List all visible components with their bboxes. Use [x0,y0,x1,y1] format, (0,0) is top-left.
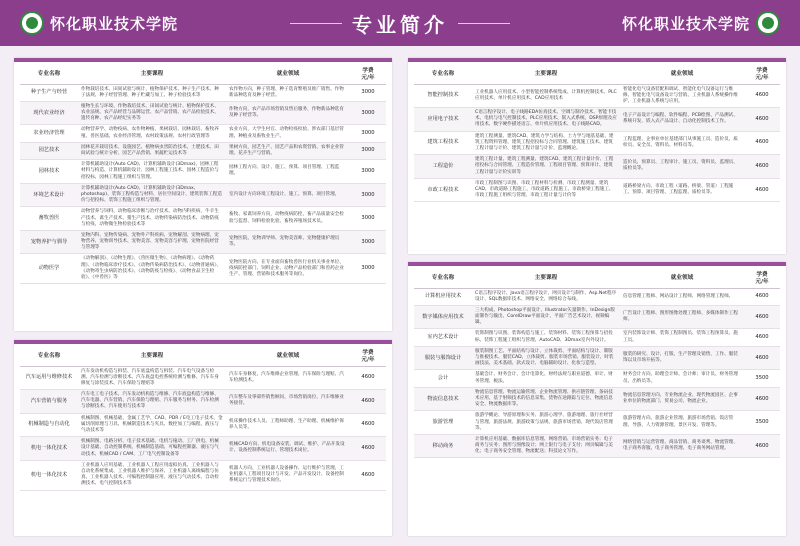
major-name: 汽车营销与服务 [20,390,78,414]
major-name: 园林技术 [20,160,78,184]
main-courses: 物流信息管理、物流运输管理、企业物流管理、供应链管理、条码技术应用、基于射频技术的信息采集、货物在途跟踪与定位、物流信息安全、物流数据库等。 [472,387,620,411]
employment-fields: 网络营销与运营管理、商品营销、商务谈判、物流管理、电子商务客服、电子商务管理、电子商务网站管理。 [620,434,744,458]
main-courses: C语言程序设计、电子线路EDA仿真技术、空调与制冷技术、智能卡技术、电机与电气控制技术、PLC应用技术、嵌入式系统、DSP原理及应用技术、数字硬件描述语言、单片机应用技术、电子线路CAD。 [472,108,620,132]
header-main-courses: 主要课程 [78,348,226,366]
main-courses: 建筑工程计量、建筑工程测量、建筑CAD、建筑工程计量计价、工程招投标与合同管理、工程造价管理、工程项目管理、预算审计、建筑工程计量与计价实训等 [472,155,620,179]
employment-fields: 机床操作技术人员、工程师助理、生产助理、机械维护保养人员等。 [226,413,350,437]
school-logo-icon [20,11,44,35]
table-row [414,288,780,305]
major-name: 应用电子技术 [414,108,472,132]
table-row [414,370,780,387]
brand-right [622,11,780,35]
tuition-fee: 3000 [350,160,386,184]
table-row [20,254,386,284]
major-name: 计算机应用技术 [414,288,472,305]
table-row [20,460,386,490]
major-name: 工程造价 [414,155,472,179]
table-row [20,437,386,461]
tuition-fee: 3500 [744,370,780,387]
header-employment: 就业领域 [226,348,350,366]
tuition-fee: 4600 [744,305,780,329]
table-row [20,101,386,125]
main-courses: 机械制图、电路分析、电子技术基础、电机与拖动、工厂供电、机械设计基础、自动控制系统、机械制造基础、可编程控制器、液压与气动技术、机械CAD / CAM、工厂电气控制设备等 [78,437,226,461]
tuition-fee: 4600 [350,437,386,461]
majors-table-engineering [414,66,780,202]
employment-fields: 工程监理、企事业单位基建部门从事施工员、造价员、质检员、安全员、资料员、材料员等。 [620,131,744,155]
main-courses: 园林花卉栽培技术、设施园艺、植物病虫害防治技术、土肥技术、田间试验与统计分析、园艺产品营销、果蔬贮运技术等 [78,142,226,159]
table-row [20,390,386,414]
major-name: 现代农业经济 [20,101,78,125]
header-main-courses: 主要课程 [472,270,620,288]
panel-engineering [408,58,786,254]
tuition-fee: 3000 [350,207,386,231]
table-row [20,142,386,159]
employment-fields: 电子产品设计与编程、软件编程、PCB绘图、产品测试、系统开发、嵌入式产品设计、自动化控制技术工作。 [620,108,744,132]
table-row [20,366,386,390]
tuition-fee: 4600 [744,84,780,108]
main-courses: 《动物解剖》、《动物生理》、《兽医微生物》、《动物病理》、《动物药理》、《动物临床诊疗技术》、《动物传染病防治技术》、《动物普通病》、《动物寄生虫病防治技术》、《动物防疫与检疫》、《动物食品卫生检验》、《中兽医》等 [78,254,226,284]
table-row [20,413,386,437]
employment-fields: 作物方向，农产品市场营销及售后服务，作物新品种选育及种子经营等。 [226,101,350,125]
employment-fields: 宠物医院、宠物训导师、宠物美容师、宠物健康护理员等。 [226,230,350,254]
page-title [290,9,510,38]
main-courses: 基础会计、财务会计、会计电算化、财经法规与职业道德、审计、财务管理、税法。 [472,370,620,387]
employment-fields: 宠物医院方向、在专业面向畜牧兽医行业机关事业单位、疫病防控部门、饲料企业、动物产品检验部门和兽药企业生产、管理、营销和技术服务等岗位。 [226,254,350,284]
tuition-fee: 4600 [744,329,780,346]
employment-fields: 果树方向，园艺生产、园艺产品和农资营销、农事企业管理、花卉生产与营销。 [226,142,350,159]
major-name: 服装与服饰设计 [414,346,472,370]
main-courses: 旅游学概论、导游原理和实务、旅游心理学、旅游地理、旅行社经营与管理、旅游法规、旅游政策与法规、旅游市场营销、现代饭店管理等。 [472,411,620,435]
main-courses: 工业机器人应用基础、工业机器人工程应用虚拟仿真、工业机器人与自动化系统集成、工业机器人维护与保养、工业机器人离线编程与仿真、工业机器人技术、可编程控制器应用、液压与气动技术、自动检测技术、电气控制技术等 [78,460,226,490]
employment-fields: 机械CAD方向、机电设备安装、调试、维护、产品开发设计、设备控制系统运行、管理技术岗位。 [226,437,350,461]
tuition-fee: 3000 [350,183,386,207]
main-courses: 植物生长与环境、作物栽培技术、田间试验与统计、植物保护技术、农业法规、农产品经营与品牌运营、农产品营销、农产品检验技术、遗传育种、农产品经纪实务等 [78,101,226,125]
tuition-fee: 4600 [350,366,386,390]
employment-fields: 服装的研究、设计、打版、生产管理及销售、工作、服装饰以及市场开拓等。 [620,346,744,370]
main-courses: 市政工程制图与识图、市政工程材料与检测、市政工程测量、建筑CAD、市政道路工程施工、市政道路工程施工、市政桥梁工程施工、市政工程施工组织与管理、市政工程计量与计价等 [472,178,620,202]
major-name: 智能控制技术 [414,84,472,108]
main-courses: 服装制图工艺、平面结构与设计、立体裁剪、平面结构与设计、制版与推板技术、服装CAD、立体裁剪、服装市场营销、服装设计、时装画技法、美术基础、款式设计、电脑辅助设计、化妆与造型。 [472,346,620,370]
employment-fields: 汽车车身修复、汽车维修企业管理、汽车保险与理赔、汽车检测技术。 [226,366,350,390]
tuition-fee: 3000 [350,254,386,284]
employment-fields: 信息管理工程师、网站设计工程师、网络管理工程师。 [620,288,744,305]
panel-agriculture [14,58,392,331]
main-courses: 动物营养与饲料、动物临床诊断与治疗技术、动物内科疾病、牛羊生产技术、禽生产技术、猪生产技术、动物传染病防治技术、动物防疫与检疫、动物微生物检验技术等 [78,207,226,231]
header-major-name: 专业名称 [20,66,78,84]
main-courses: 三大构成、Photoshop平面设计、Illustrator矢量制作、InDesign版面制作与输出、CorelDraw平面设计、平面广告艺术设计、视频编辑。 [472,305,620,329]
header-banner [0,0,800,46]
tuition-fee: 4600 [350,413,386,437]
employment-fields: 道路桥梁方向、市政工程（道路、桥梁、管道）工程施工、预算、项目管理、工程监理、质检员等。 [620,178,744,202]
major-name: 环境艺术设计 [20,183,78,207]
table-row [414,434,780,458]
tuition-fee: 4600 [744,178,780,202]
school-name-left: 怀化职业技术学院 [50,14,179,33]
major-name: 建筑工程技术 [414,131,472,155]
main-courses: 计算机应用基础、数据库信息管理、网络营销、市场营销实务；电子商务与实务；图形与图像设计；网上银行与电子支付；网页编辑与美化；电子商务安全管理、物流配送；科技论文写作。 [472,434,620,458]
major-name: 旅游管理 [414,411,472,435]
main-courses: 作物栽培技术、田间试验与统计、植物保护技术、种子生产技术、种子法规、种子经营管理、种子贮藏与加工、种子检验技术等 [78,84,226,101]
header-employment: 就业领域 [620,66,744,84]
employment-fields: 室内设计方向环境工程设计、施工、预算、项目管理。 [226,183,350,207]
header-major-name: 专业名称 [414,66,472,84]
employment-fields: 汽车整车及零部件销售顾问、市场营销岗位、汽车维修业务接待。 [226,390,350,414]
table-row [414,155,780,179]
employment-fields: 机器人方向、工业机器人设备操作、运行维护与管理、工业机器人工程项目设计与开发、产品开发设计、设备控制系统运行与管理技术岗位。 [226,460,350,490]
header-main-courses: 主要课程 [78,66,226,84]
header-tuition: 学费 元/年 [350,66,386,84]
employment-fields: 旅游管理方向、旅游企业管理、旅游市场营销、饭店管理、导游、人力资源管理、景区开发、管理等。 [620,411,744,435]
tuition-fee: 4600 [744,155,780,179]
table-row [414,84,780,108]
employment-fields: 室内装饰设计师、装饰工程制图员、装饰工程预算员、施工员。 [620,329,744,346]
tuition-fee: 4600 [744,108,780,132]
table-row [20,160,386,184]
main-courses: 宠物内科、宠物传染病、宠物外产科疾病、宠物解剖、宠物病理、宠物营养、宠物训导技术、宠物美容、宠物美容与护理、宠物医院经营与管理等 [78,230,226,254]
page-title-text: 专业简介 [352,12,448,37]
school-name-right: 怀化职业技术学院 [621,14,750,33]
main-courses: 汽车电工电子技术、汽车发动机构造与维修、汽车底盘构造与维修、汽车电器、汽车营销、汽车保险与理赔、汽车服务与财务、汽车检测与诊断技术、汽车使用与技术等 [78,390,226,414]
major-name: 种子生产与经营 [20,84,78,101]
main-courses: 计算机辅助设计(Auto CAD)、计算机辅助设计(3Dmax、photoshop)、装饰工程构造与材料、居住空间设计、建筑装饰工程造价与招投标、装饰工程施工组织与管理。 [78,183,226,207]
major-name: 机电一体化技术 [20,460,78,490]
employment-fields: 物流信息管理方向、专业物流企业、现代物流园区、企事业单位的物流部门、贸易公司、物流企业。 [620,387,744,411]
header-major-name: 专业名称 [414,270,472,288]
table-row [20,84,386,101]
tuition-fee: 4600 [744,131,780,155]
main-courses: 建筑工程测量、建筑CAD、建筑力学与结构、土力学与地基基础、建筑工程资料管理、建筑工程招投标与合同管理、建筑施工技术、建筑工程计量与计价、建筑工程计量与计价、监理概论。 [472,131,620,155]
major-name: 宠物养护与驯导 [20,230,78,254]
table-row [414,131,780,155]
table-row [20,125,386,142]
tuition-fee: 3000 [350,230,386,254]
major-name: 物流信息技术 [414,387,472,411]
header-employment: 就业领域 [226,66,350,84]
table-row [414,108,780,132]
tuition-fee: 4600 [744,434,780,458]
header-tuition: 学费 元/年 [350,348,386,366]
main-courses: 动物营养学、动物疫病、农作物种植、果树栽培、园林栽培、畜牧养殖、兽医基础、农业经济管理、农村政策法规、农村行政管理等 [78,125,226,142]
majors-table-agriculture [20,66,386,284]
major-name: 汽车运用与维修技术 [20,366,78,390]
header-major-name: 专业名称 [20,348,78,366]
table-row [414,346,780,370]
major-name: 室内艺术设计 [414,329,472,346]
tuition-fee: 3000 [350,84,386,101]
main-courses: C语言程序设计、Java语言程序设计、网页设计与制作、Asp.Net程序设计、SQL数据库技术、网络安全、网络综合布线。 [472,288,620,305]
major-name: 数字媒体应用技术 [414,305,472,329]
table-row [414,178,780,202]
panel-information [408,262,786,536]
employment-fields: 园林工程方向、设计、施工、预算、项目管理、工程监理。 [226,160,350,184]
tuition-fee: 3000 [350,101,386,125]
major-name: 农业经济管理 [20,125,78,142]
header-employment: 就业领域 [620,270,744,288]
major-name: 市政工程技术 [414,178,472,202]
employment-fields: 广告设计工程师、图形图像处理工程师、多媒体制作工程师。 [620,305,744,329]
table-row [414,387,780,411]
header-tuition: 学费 元/年 [744,270,780,288]
brand-left [20,11,178,35]
employment-fields: 农作物方向，种子管理、种子选育繁殖及推广销售、作物新品种选育及种子经营。 [226,84,350,101]
employment-fields: 财务会计方向、助理会计师、会计师；审计员、财务管理员、出纳员等。 [620,370,744,387]
header-tuition: 学费 元/年 [744,66,780,84]
major-name: 畜牧兽医 [20,207,78,231]
employment-fields: 智能化电气设备装配和调试、智能化电气设备运行与维修、智能化电气设备设计与营销、工业机器人系统操作维护、工业机器人系统与应用。 [620,84,744,108]
panel-automotive [14,340,392,536]
table-row [414,411,780,435]
table-row [20,230,386,254]
main-courses: 机械制图、机械基础、金属工艺学、CAD、PDR / E电工电子技术、金属切削原理与刀具、机械制造技术与夹具、数控加工与编程、液压与气动技术等 [78,413,226,437]
tuition-fee: 4600 [744,288,780,305]
header-main-courses: 主要课程 [472,66,620,84]
major-name: 移动商务 [414,434,472,458]
school-logo-icon [756,11,780,35]
main-courses: 计算机辅助设计(Auto CAD)、计算机辅助设计(3Dmax)、园林工程材料与构造、计算机辅助设计、园林工程施工技术、园林工程造价与招投标、园林工程施工组织与管理。 [78,160,226,184]
table-row [20,183,386,207]
tuition-fee: 4600 [744,387,780,411]
table-row [20,207,386,231]
employment-fields: 畜牧、家禽饲养方向，动物疫病防控、畜产品质量安全检验与监督、饲料检验化验、畜牧养殖场技术员。 [226,207,350,231]
tuition-fee: 3000 [350,142,386,159]
tuition-fee: 4600 [350,390,386,414]
major-name: 园艺技术 [20,142,78,159]
tuition-fee: 4600 [350,460,386,490]
main-courses: 装饰制图与识图、装饰构造与施工、装饰材料、装饰工程预算与招投标、装饰工程施工组织与管理、AutoCAD、3Dmax室内外设计。 [472,329,620,346]
majors-table-automotive [20,348,386,491]
main-courses: 汽车发动机构造与拆装、汽车底盘构造与拆装、汽车电气设备与检测、汽车检测与诊断技术、汽车底盘电控系统检测与维修、汽车车身修复与涂装技术、汽车保险与理赔等 [78,366,226,390]
employment-fields: 农业方向，大学生村官、动物检疫检验、涉农部门基层管理、种植业及畜牧业生产。 [226,125,350,142]
employment-fields: 造价员、预算员、工程审计、施工员、资料员、监理员、质检员等。 [620,155,744,179]
major-name: 机械制造与自动化 [20,413,78,437]
tuition-fee: 4600 [744,346,780,370]
major-name: 机电一体化技术 [20,437,78,461]
table-row [414,329,780,346]
main-courses: 工业机器人应用技术、小型智能控制系统集成、计算机控制技术、PLC应用技术、单片机应用技术、CAD应用技术 [472,84,620,108]
table-row [414,305,780,329]
major-name: 会计 [414,370,472,387]
major-name: 动物医学 [20,254,78,284]
tuition-fee: 3500 [744,411,780,435]
tuition-fee: 3000 [350,125,386,142]
majors-table-information [414,270,780,458]
